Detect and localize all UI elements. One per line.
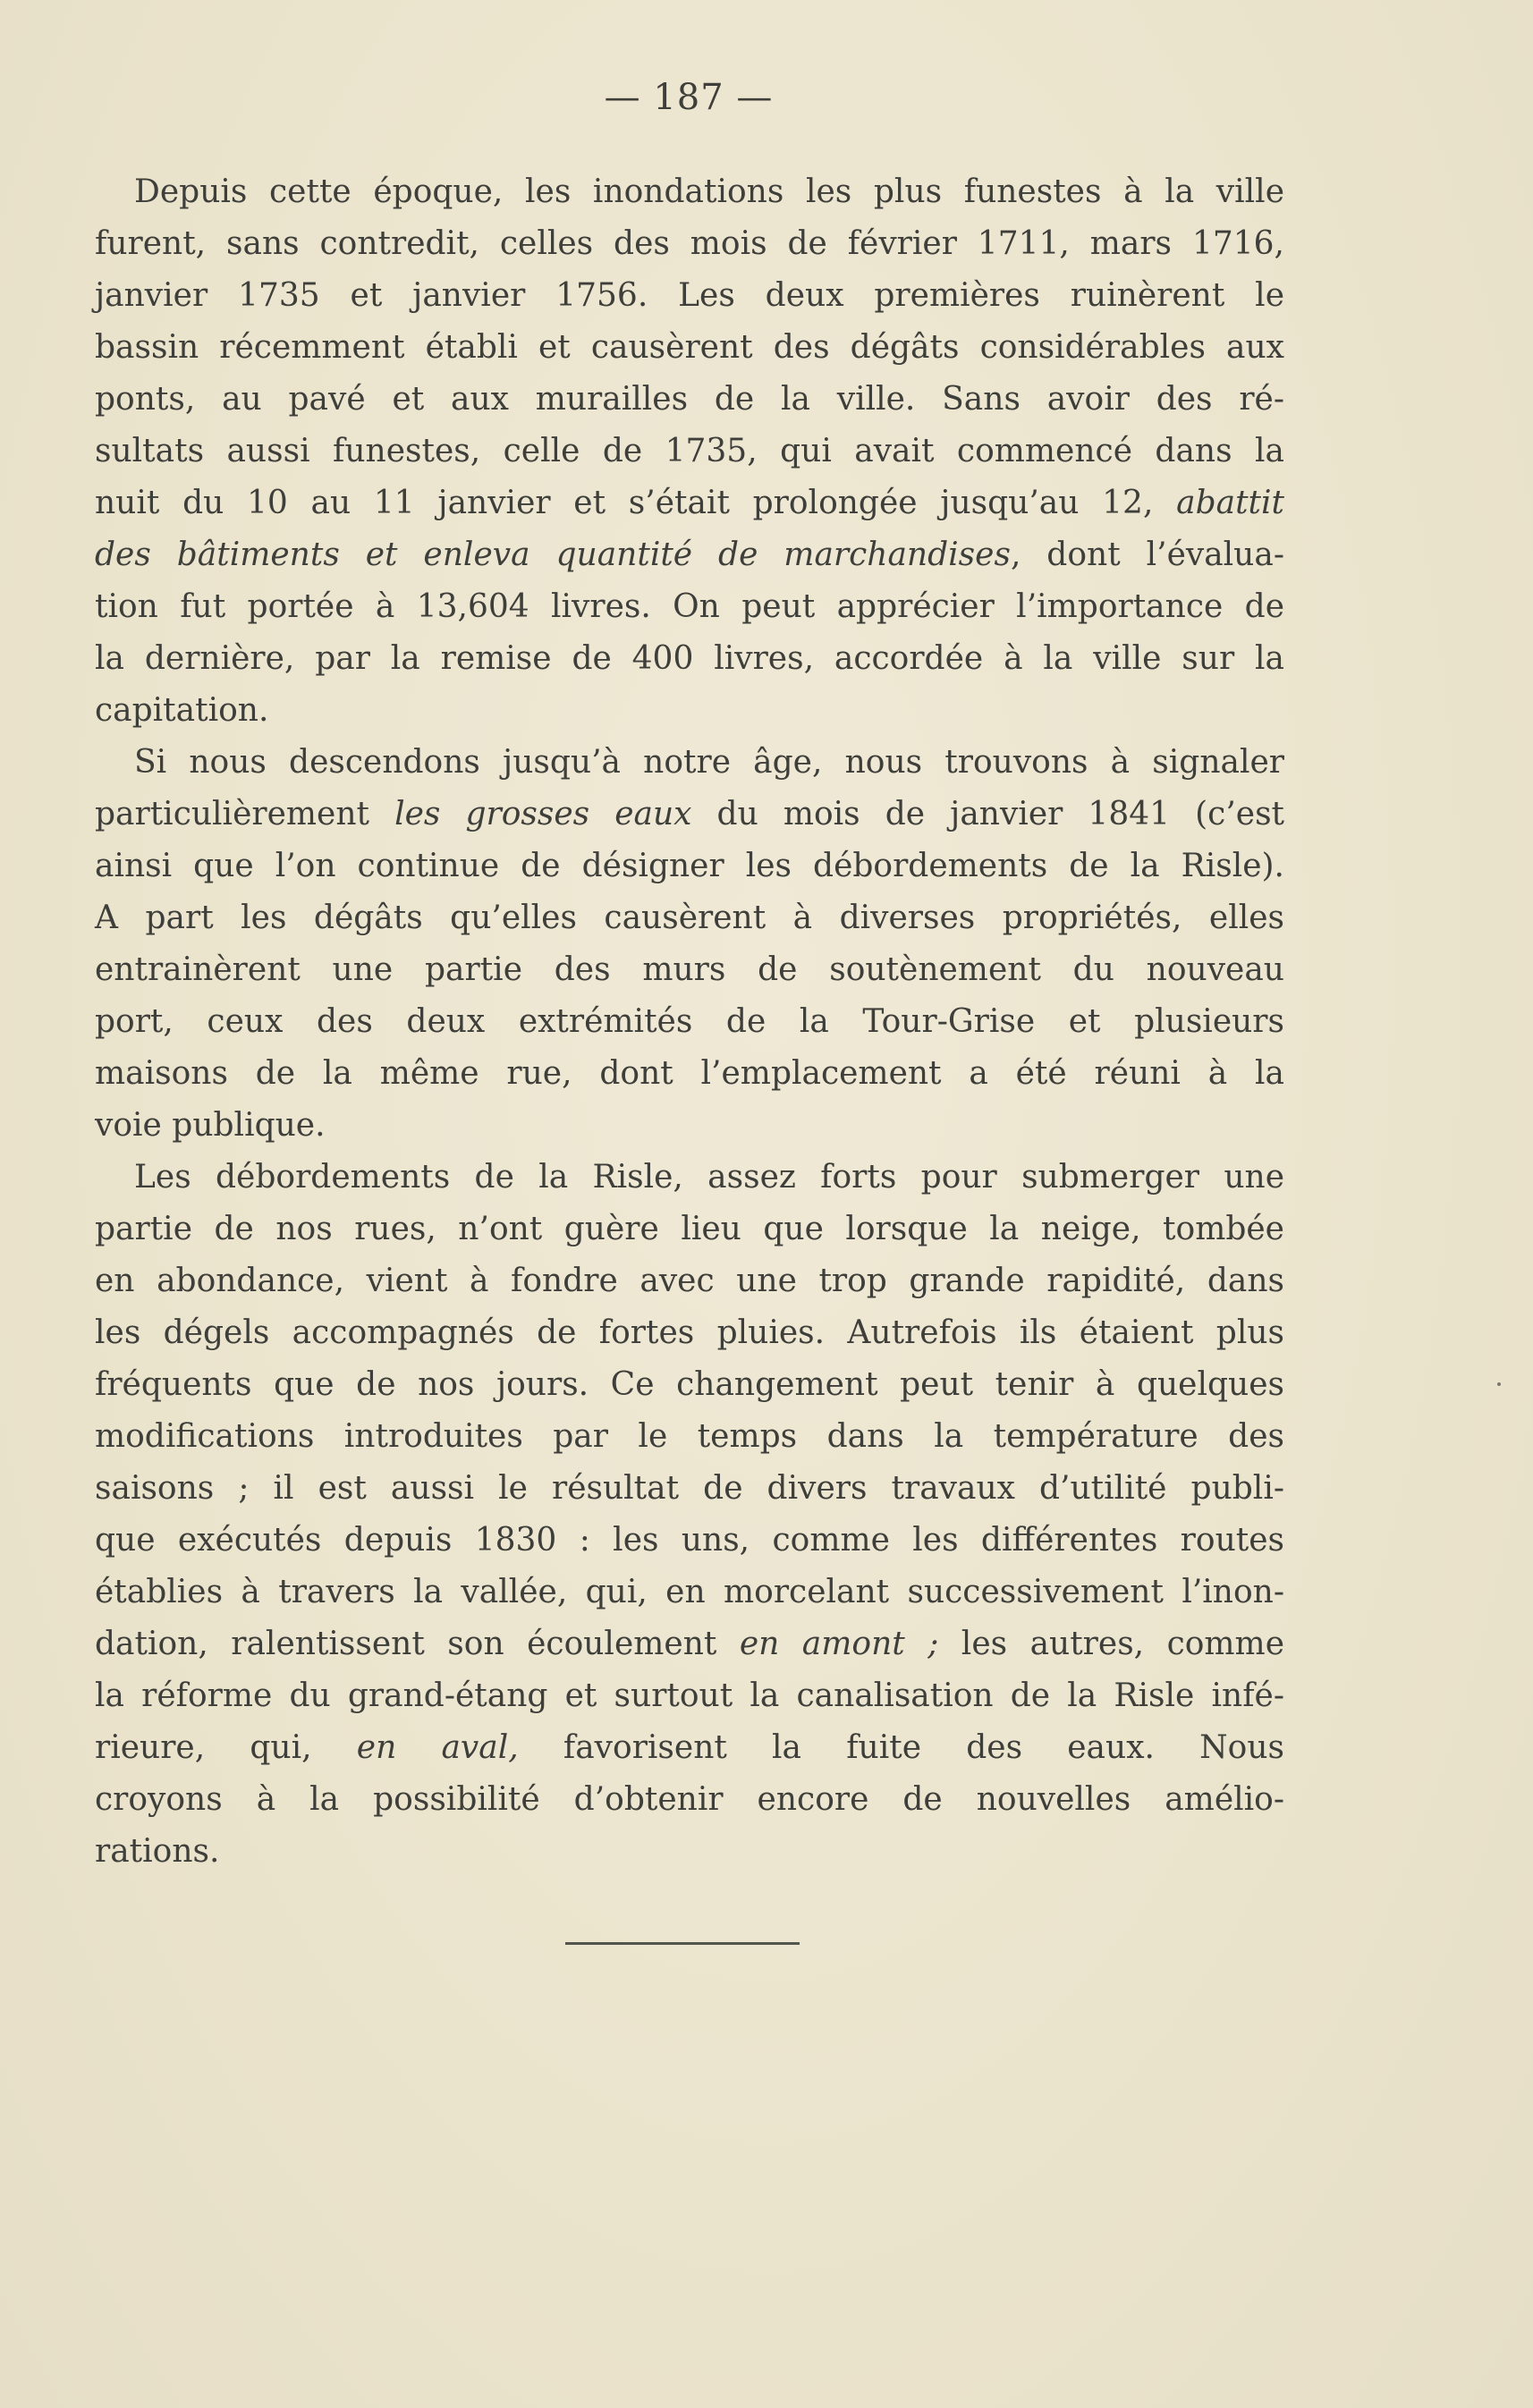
text-line	[95, 1567, 1284, 1618]
text-line	[95, 789, 1284, 841]
text-segment: maisons de la même rue, dont l’emplacement a été réuni à la	[95, 1055, 1284, 1092]
text-line	[95, 633, 1284, 685]
text-line	[95, 996, 1284, 1048]
text-segment: furent, sans contredit, celles des mois de février 1711, mars 1716,	[95, 225, 1284, 262]
text-segment: partie de nos rues, n’ont guère lieu que lorsque la neige, tombée	[95, 1211, 1284, 1247]
text-line	[95, 944, 1284, 996]
text-line	[95, 581, 1284, 633]
section-end-rule	[565, 1942, 800, 1945]
text-segment: du mois de janvier 1841 (c’est	[691, 796, 1285, 832]
text-line	[95, 426, 1284, 477]
text-line	[95, 1515, 1284, 1567]
italic-segment: en aval,	[356, 1729, 519, 1766]
text-segment: en abondance, vient à fondre avec une trop grande rapidité, dans	[95, 1263, 1284, 1299]
text-segment: croyons à la possibilité d’obtenir encore de nouvelles amélio-	[95, 1781, 1284, 1818]
text-segment: dation, ralentissent son écoulement	[95, 1626, 740, 1662]
text-segment: rieure, qui,	[95, 1729, 357, 1766]
text-segment: fréquents que de nos jours. Ce changement peut tenir à quelques	[95, 1366, 1284, 1403]
text-line	[95, 1774, 1284, 1826]
text-segment: particulièrement	[95, 796, 395, 832]
text-segment: la dernière, par la remise de 400 livres, accordée à la ville sur la	[95, 640, 1284, 677]
italic-segment: abattit	[1176, 485, 1284, 521]
body-text	[95, 166, 1284, 1878]
text-line	[95, 477, 1284, 529]
text-segment: bassin récemment établi et causèrent des dégâts considérables aux	[95, 329, 1284, 366]
text-line	[95, 270, 1284, 322]
text-segment: capitation.	[95, 692, 269, 729]
text-line	[95, 1618, 1284, 1670]
text-line	[95, 1255, 1284, 1307]
text-line	[95, 166, 1284, 218]
text-line	[95, 529, 1284, 581]
text-line	[95, 1152, 1284, 1204]
text-segment: entrainèrent une partie des murs de soutènement du nouveau	[95, 951, 1284, 988]
text-line	[95, 892, 1284, 944]
text-segment: ponts, au pavé et aux murailles de la ville. Sans avoir des ré-	[95, 381, 1284, 418]
text-segment: janvier 1735 et janvier 1756. Les deux premières ruinèrent le	[95, 277, 1284, 314]
text-segment: A part les dégâts qu’elles causèrent à diverses propriétés, elles	[95, 900, 1284, 936]
text-segment: sultats aussi funestes, celle de 1735, qui avait commencé dans la	[95, 433, 1284, 469]
text-line	[95, 1359, 1284, 1411]
text-segment: établies à travers la vallée, qui, en morcelant successivement l’inon-	[95, 1574, 1284, 1610]
text-line	[95, 841, 1284, 892]
text-segment: saisons ; il est aussi le résultat de divers travaux d’utilité publi-	[95, 1470, 1284, 1507]
text-line	[95, 1048, 1284, 1100]
text-line	[95, 1463, 1284, 1515]
text-line	[95, 1100, 1284, 1152]
text-segment: rations.	[95, 1833, 220, 1870]
page-number: — 187 —	[604, 77, 774, 118]
text-segment: tion fut portée à 13,604 livres. On peut apprécier l’importance de	[95, 588, 1284, 625]
text-segment: voie publique.	[95, 1107, 326, 1144]
text-line	[95, 374, 1284, 426]
text-line	[95, 1307, 1284, 1359]
text-segment: les autres, comme	[938, 1626, 1285, 1662]
text-segment: modifications introduites par le temps dans la température des	[95, 1418, 1284, 1455]
text-line	[95, 218, 1284, 270]
italic-segment: les grosses eaux	[394, 796, 692, 832]
text-line	[95, 1204, 1284, 1255]
text-segment: nuit du 10 au 11 janvier et s’était prolongée jusqu’au 12,	[95, 485, 1177, 521]
text-segment: les dégels accompagnés de fortes pluies. Autrefois ils étaient plus	[95, 1314, 1284, 1351]
text-segment: favorisent la fuite des eaux. Nous	[518, 1729, 1284, 1766]
text-segment: port, ceux des deux extrémités de la Tour-Grise et plusieurs	[95, 1003, 1284, 1040]
text-segment: , dont l’évalua-	[1010, 537, 1284, 573]
italic-segment: en amont ;	[739, 1626, 939, 1662]
text-line	[95, 737, 1284, 789]
text-segment: Si nous descendons jusqu’à notre âge, nous trouvons à signaler	[134, 744, 1284, 781]
text-line	[95, 322, 1284, 374]
text-line	[95, 1826, 1284, 1878]
text-line	[95, 1411, 1284, 1463]
italic-segment: des bâtiments et enleva quantité de marchandises	[95, 537, 1011, 573]
text-line	[95, 685, 1284, 737]
text-segment: ainsi que l’on continue de désigner les débordements de la Risle).	[95, 848, 1284, 884]
text-segment: Les débordements de la Risle, assez forts pour submerger une	[134, 1159, 1284, 1196]
text-segment: Depuis cette époque, les inondations les plus funestes à la ville	[134, 173, 1284, 210]
text-line	[95, 1670, 1284, 1722]
text-segment: la réforme du grand-étang et surtout la canalisation de la Risle infé-	[95, 1677, 1284, 1714]
text-segment: que exécutés depuis 1830 : les uns, comme les différentes routes	[95, 1522, 1284, 1559]
text-line	[95, 1722, 1284, 1774]
paper-speck	[1497, 1382, 1501, 1386]
